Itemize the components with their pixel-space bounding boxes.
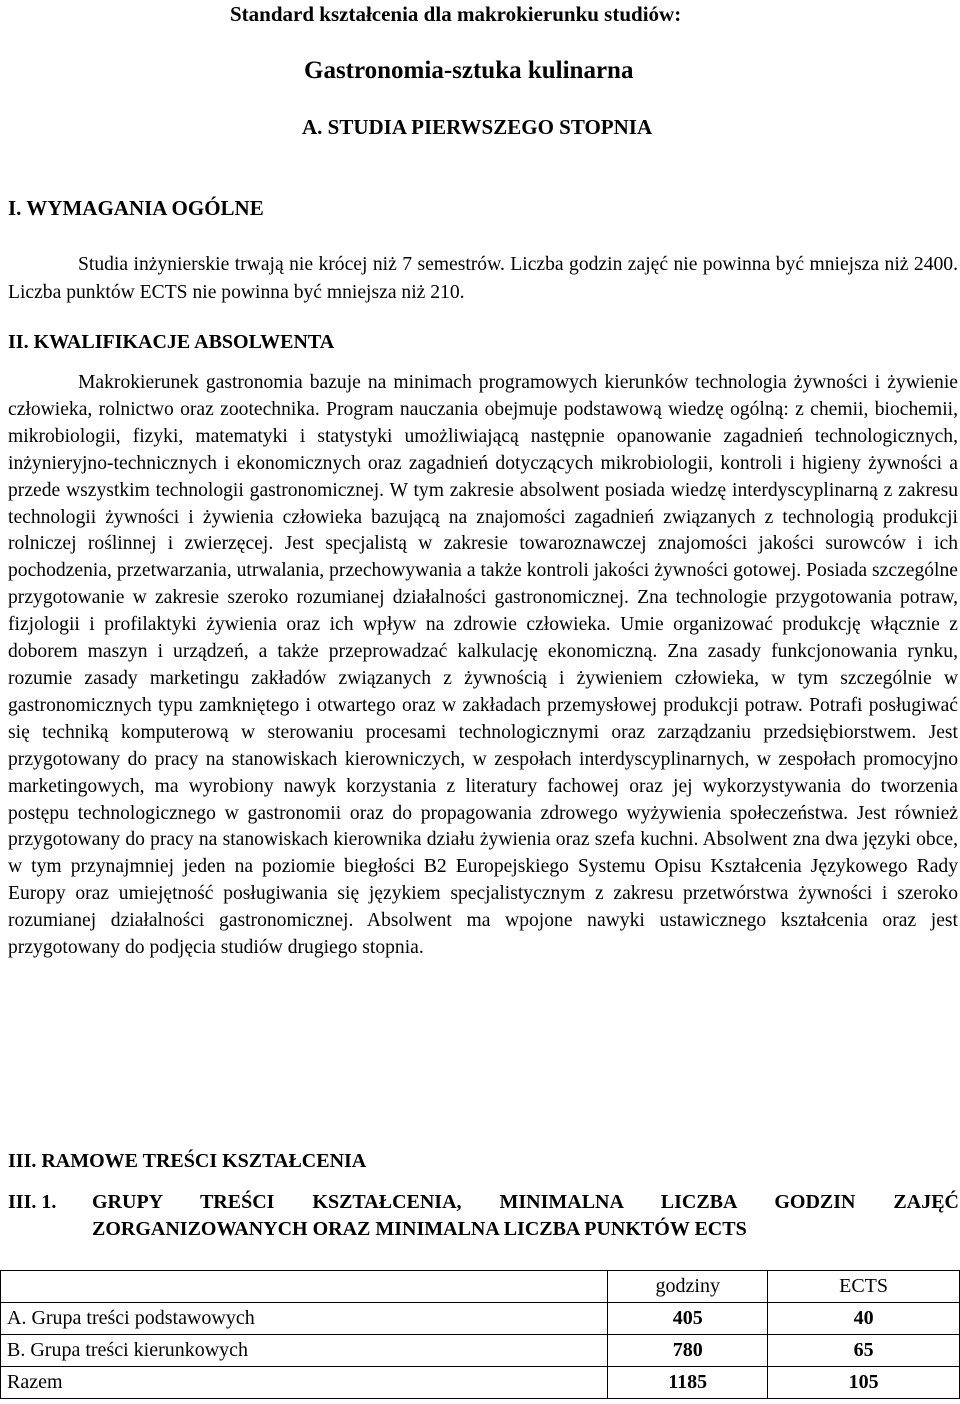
table-cell-label: Razem bbox=[1, 1367, 608, 1399]
document-title: Gastronomia-sztuka kulinarna bbox=[304, 57, 634, 84]
table-row bbox=[1, 1335, 960, 1367]
table-cell-label: B. Grupa treści kierunkowych bbox=[1, 1335, 608, 1367]
table-row bbox=[1, 1303, 960, 1335]
ects-table bbox=[0, 1270, 960, 1399]
section-2-text: Makrokierunek gastronomia bazuje na minimach programowych kierunków technologia żywności i żywienie człowieka, rolnictwo oraz zootechnika. Program nauczania obejmuje podstawową wiedzę ogólną: z chemii, biochemii, mikrobiologii, fizyki, matematyki i statystyki umożliwiającą następnie opanowanie zagadnień technologicznych, inżynieryjno-technicznych i ekonomicznych oraz zagadnień dotyczących mikrobiologii, kontroli i higieny żywności a przede wszystkim technologii gastronomicznej. W tym zakresie absolwent posiada wiedzę interdyscyplinarną z zakresu technologii żywności i żywienia człowieka bazującą na znajomości zagadnień związanych z technologią produkcji rolniczej roślinnej i zwierzęcej. Jest specjalistą w zakresie towaroznawczej znajomości jakości surowców i ich pochodzenia, przetwarzania, utrwalania, przechowywania a także kontroli jakości żywności gotowej. Posiada szczególne przygotowanie w zakresie szeroko rozumianej działalności gastronomicznej. Zna technologie przygotowania potraw, fizjologii i profilaktyki żywienia oraz ich wpływ na zdrowie człowieka. Umie organizować produkcję włącznie z doborem maszyn i urządzeń, a także przeprowadzać kalkulację ekonomiczną. Zna zasady funkcjonowania rynku, rozumie zasady marketingu zakładów związanych z żywnością i żywieniem człowieka, w tym szczególnie w gastronomicznych typu zamkniętego i otwartego oraz w zakładach przemysłowej produkcji potraw. Potrafi posługiwać się techniką komputerową w sterowaniu procesami technologicznymi oraz zarządzaniu przedsiębiorstwem. Jest przygotowany do pracy na stanowiskach kierowniczych, w zespołach interdyscyplinarnych, w zespołach promocyjno marketingowych, ma wyrobiony nawyk korzystania z literatury fachowej oraz jej wykorzystywania do tworzenia postępu technologicznego w gastronomii oraz do propagowania zdrowego wyżywienia społeczeństwa. Jest również przygotowany do pracy na stanowiskach kierownika działu żywienia oraz szefa kuchni. Absolwent zna dwa języki obce, w tym przynajmniej jeden na poziomie biegłości B2 Europejskiego Systemu Opisu Kształcenia Językowego Rady Europy oraz umiejętność posługiwania się językiem specjalistycznym z zakresu przetwórstwa żywności i szeroko rozumianej działalności gastronomicznej. Absolwent ma wpojone nawyki ustawicznego kształcenia oraz jest przygotowany do podjęcia studiów drugiego stopnia. bbox=[8, 372, 958, 959]
table-header-row bbox=[1, 1271, 960, 1303]
table-cell-hours: 780 bbox=[608, 1335, 768, 1367]
section-3-heading: III. RAMOWE TREŚCI KSZTAŁCENIA bbox=[8, 1150, 367, 1172]
table-row bbox=[1, 1367, 960, 1399]
table-cell-hours: 1185 bbox=[608, 1367, 768, 1399]
table-cell-ects: 105 bbox=[768, 1367, 960, 1399]
section-3-1-number: III. 1. bbox=[8, 1191, 57, 1213]
section-3-1-line-2: ZORGANIZOWANYCH ORAZ MINIMALNA LICZBA PUNKTÓW ECTS bbox=[92, 1218, 747, 1240]
document-subtitle: A. STUDIA PIERWSZEGO STOPNIA bbox=[302, 115, 653, 139]
section-2-heading: II. KWALIFIKACJE ABSOLWENTA bbox=[8, 331, 335, 353]
table-cell-hours: 405 bbox=[608, 1303, 768, 1335]
document-header: Standard kształcenia dla makrokierunku studiów: bbox=[230, 2, 682, 26]
section-3-1-line-1: GRUPY TREŚCI KSZTAŁCENIA, MINIMALNA LICZBA GODZIN ZAJĘĆ bbox=[92, 1191, 959, 1213]
section-1-heading: I. WYMAGANIA OGÓLNE bbox=[8, 196, 264, 220]
table-header-cell bbox=[1, 1271, 608, 1303]
table-header-cell: godziny bbox=[608, 1271, 768, 1303]
table-cell-ects: 40 bbox=[768, 1303, 960, 1335]
table-cell-ects: 65 bbox=[768, 1335, 960, 1367]
table-header-cell: ECTS bbox=[768, 1271, 960, 1303]
table-cell-label: A. Grupa treści podstawowych bbox=[1, 1303, 608, 1335]
section-1-text: Studia inżynierskie trwają nie krócej niż 7 semestrów. Liczba godzin zajęć nie powinna być mniejsza niż 2400. Liczba punktów ECTS nie powinna być mniejsza niż 210. bbox=[8, 254, 958, 303]
